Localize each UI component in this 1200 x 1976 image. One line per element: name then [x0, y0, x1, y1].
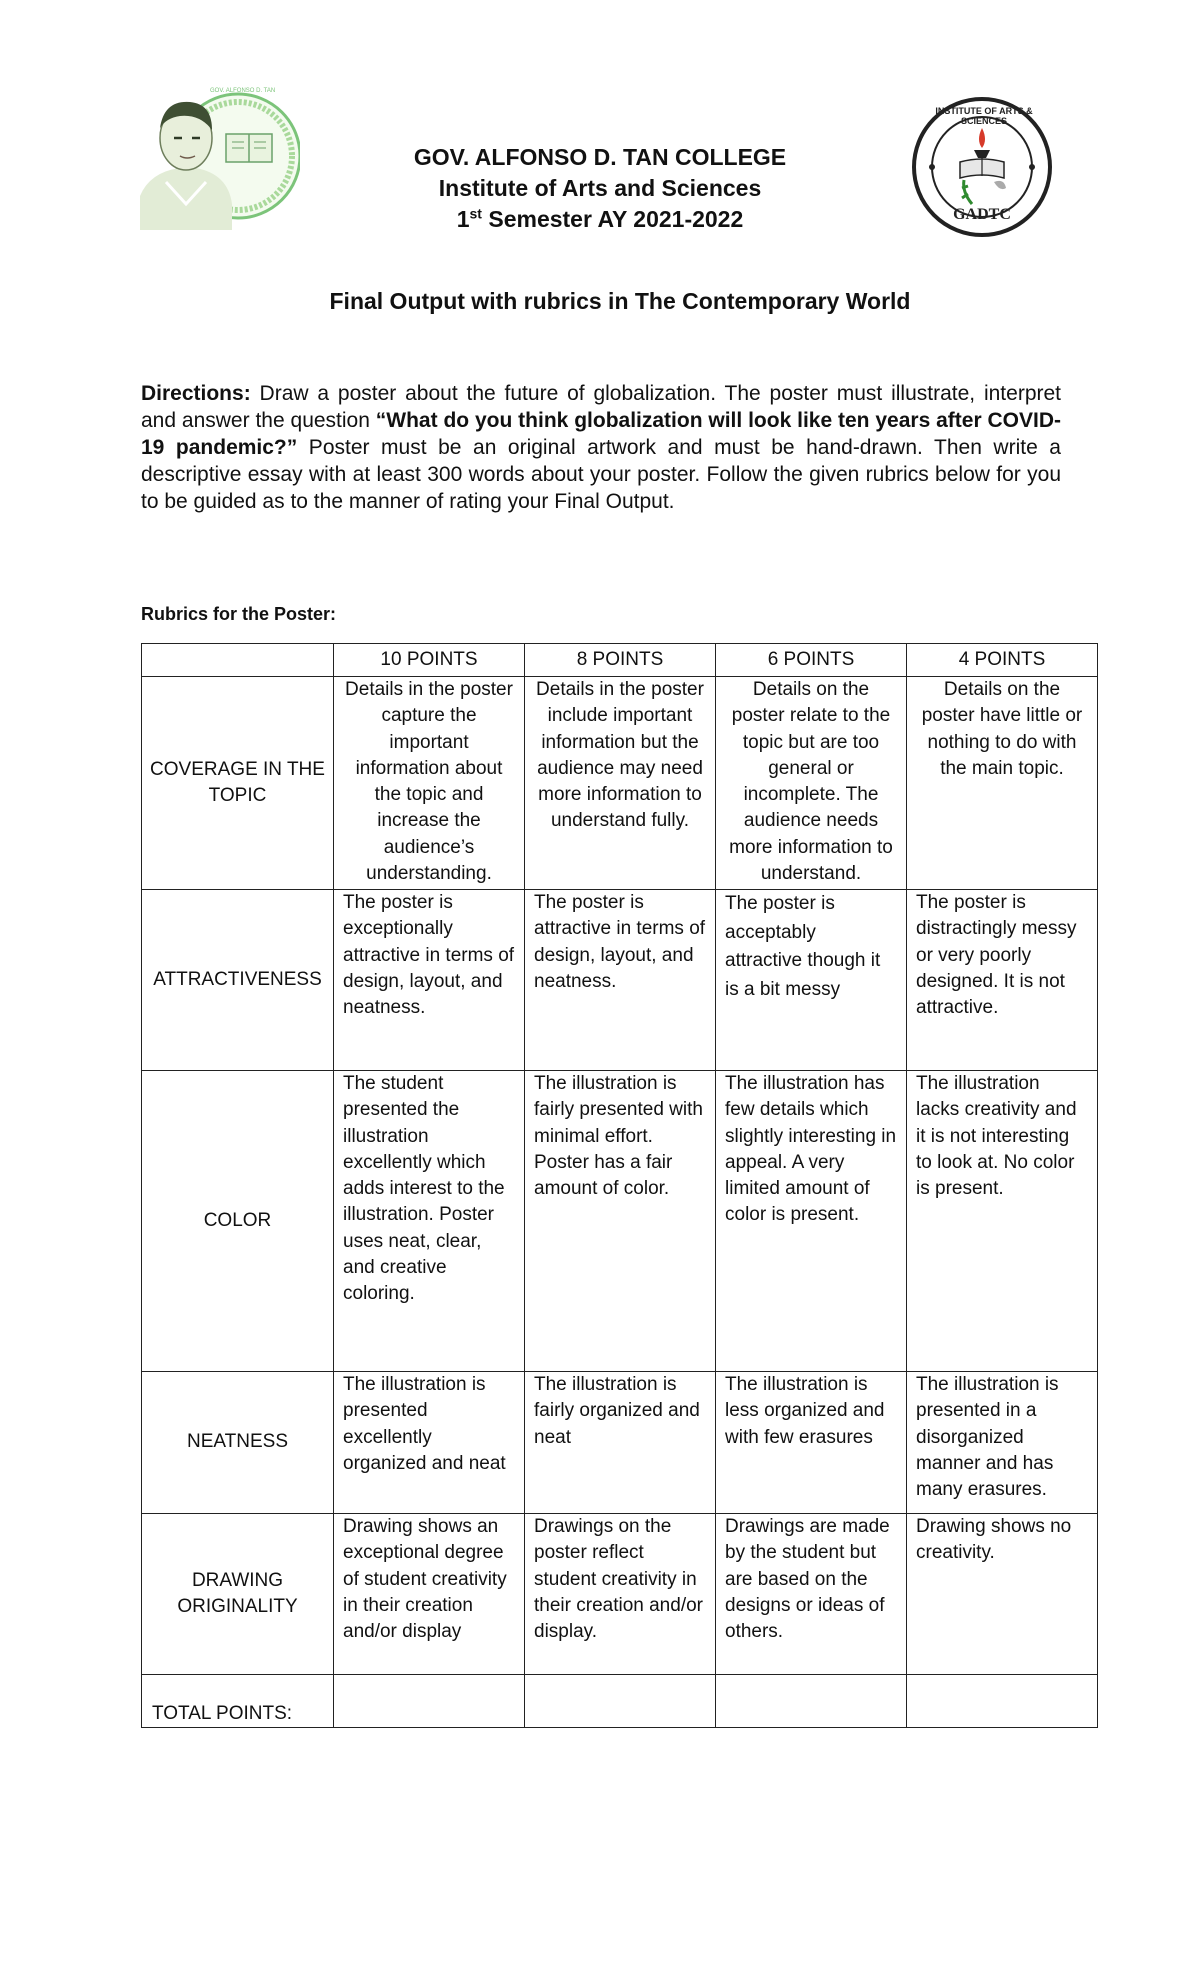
college-name: GOV. ALFONSO D. TAN COLLEGE [413, 144, 787, 170]
rubric-heading: Rubrics for the Poster: [141, 604, 337, 624]
table-row [142, 1071, 1098, 1372]
directions-text-2: Poster must be an original artwork and must be hand-drawn. Then write a descriptive essay with at least 300 words about your poster. Follow the given rubrics below for you to be guided as to the manner of rating your Final Output. [141, 436, 1061, 513]
criterion-cell: COVERAGE IN THE TOPIC [142, 677, 334, 890]
header-cell-empty [142, 644, 334, 677]
total-row [142, 1675, 1098, 1728]
directions-question: “What do you think globalization will look like ten years after COVID-19 pandemic?” [141, 409, 1061, 459]
table-row [142, 890, 1098, 1071]
total-cell-8 [525, 1675, 716, 1728]
descriptor-cell: Drawing shows an exceptional degree of student creativity in their creation and/or display [334, 1514, 525, 1675]
descriptor-cell: The student presented the illustration excellently which adds interest to the illustration. Poster uses neat, clear, and creative coloring. [334, 1071, 525, 1372]
total-cell-6 [716, 1675, 907, 1728]
left-seal-text: GOV. ALFONSO D. TAN [210, 88, 276, 94]
total-cell-4 [907, 1675, 1098, 1728]
table-header-row [142, 644, 1098, 677]
rubric-table [141, 643, 1098, 1728]
table-row [142, 677, 1098, 890]
descriptor-cell: Details in the poster capture the important information about the topic and increase the audience’s understanding. [334, 677, 525, 890]
criterion-cell: COLOR [142, 1071, 334, 1372]
semester-rest: Semester AY 2021-2022 [481, 206, 744, 232]
descriptor-cell: Drawings on the poster reflect student creativity in their creation and/or display. [525, 1514, 716, 1675]
header-cell-6-points: 6 POINTS [716, 644, 907, 677]
institute-seal-logo [902, 96, 1062, 238]
document-title: Final Output with rubrics in The Contemporary World [329, 288, 911, 314]
descriptor-cell: The illustration is fairly presented with minimal effort. Poster has a fair amount of color. [525, 1071, 716, 1372]
criterion-cell: DRAWING ORIGINALITY [142, 1514, 334, 1675]
directions-text-1: Draw a poster about the future of globalization. The poster must illustrate, interpret and answer the question [141, 382, 1061, 432]
right-seal-text: INSTITUTE OF ARTS & SCIENCES [935, 106, 1033, 126]
descriptor-cell: Drawing shows no creativity. [907, 1514, 1098, 1675]
semester-line [300, 204, 900, 235]
descriptor-cell: The illustration is presented excellently organized and neat [334, 1372, 525, 1514]
header-cell-4-points: 4 POINTS [907, 644, 1098, 677]
document-header [300, 142, 900, 235]
header-cell-8-points: 8 POINTS [525, 644, 716, 677]
semester-ordinal: st [469, 205, 482, 222]
criterion-cell: NEATNESS [142, 1372, 334, 1514]
total-cell-10 [334, 1675, 525, 1728]
directions-paragraph [141, 380, 1061, 515]
descriptor-cell: The poster is exceptionally attractive in terms of design, layout, and neatness. [334, 890, 525, 1071]
table-row [142, 1514, 1098, 1675]
descriptor-cell: The illustration has few details which slightly interesting in appeal. A very limited amount of color is present. [716, 1071, 907, 1372]
table-row [142, 1372, 1098, 1514]
descriptor-cell: Drawings are made by the student but are based on the designs or ideas of others. [716, 1514, 907, 1675]
institute-name: Institute of Arts and Sciences [438, 175, 762, 201]
semester-number: 1 [456, 206, 470, 232]
descriptor-cell: The illustration is presented in a disorganized manner and has many erasures. [907, 1372, 1098, 1514]
descriptor-cell: The illustration is less organized and with few erasures [716, 1372, 907, 1514]
descriptor-cell: The illustration lacks creativity and it is not interesting to look at. No color is present. [907, 1071, 1098, 1372]
descriptor-cell: Details in the poster include important information but the audience may need more information to understand fully. [525, 677, 716, 890]
descriptor-cell: Details on the poster relate to the topic but are too general or incomplete. The audience needs more information to understand. [716, 677, 907, 890]
descriptor-cell: The poster is acceptably attractive though it is a bit messy [716, 890, 907, 1071]
total-points-label: TOTAL POINTS: [142, 1675, 334, 1728]
descriptor-cell: The poster is distractingly messy or very poorly designed. It is not attractive. [907, 890, 1098, 1071]
college-seal-logo [140, 86, 300, 230]
directions-label: Directions: [141, 382, 251, 405]
descriptor-cell: Details on the poster have little or nothing to do with the main topic. [907, 677, 1098, 890]
right-seal-bottom-text: GADTC [953, 206, 1011, 223]
criterion-cell: ATTRACTIVENESS [142, 890, 334, 1071]
descriptor-cell: The poster is attractive in terms of design, layout, and neatness. [525, 890, 716, 1071]
header-cell-10-points: 10 POINTS [334, 644, 525, 677]
descriptor-cell: The illustration is fairly organized and neat [525, 1372, 716, 1514]
